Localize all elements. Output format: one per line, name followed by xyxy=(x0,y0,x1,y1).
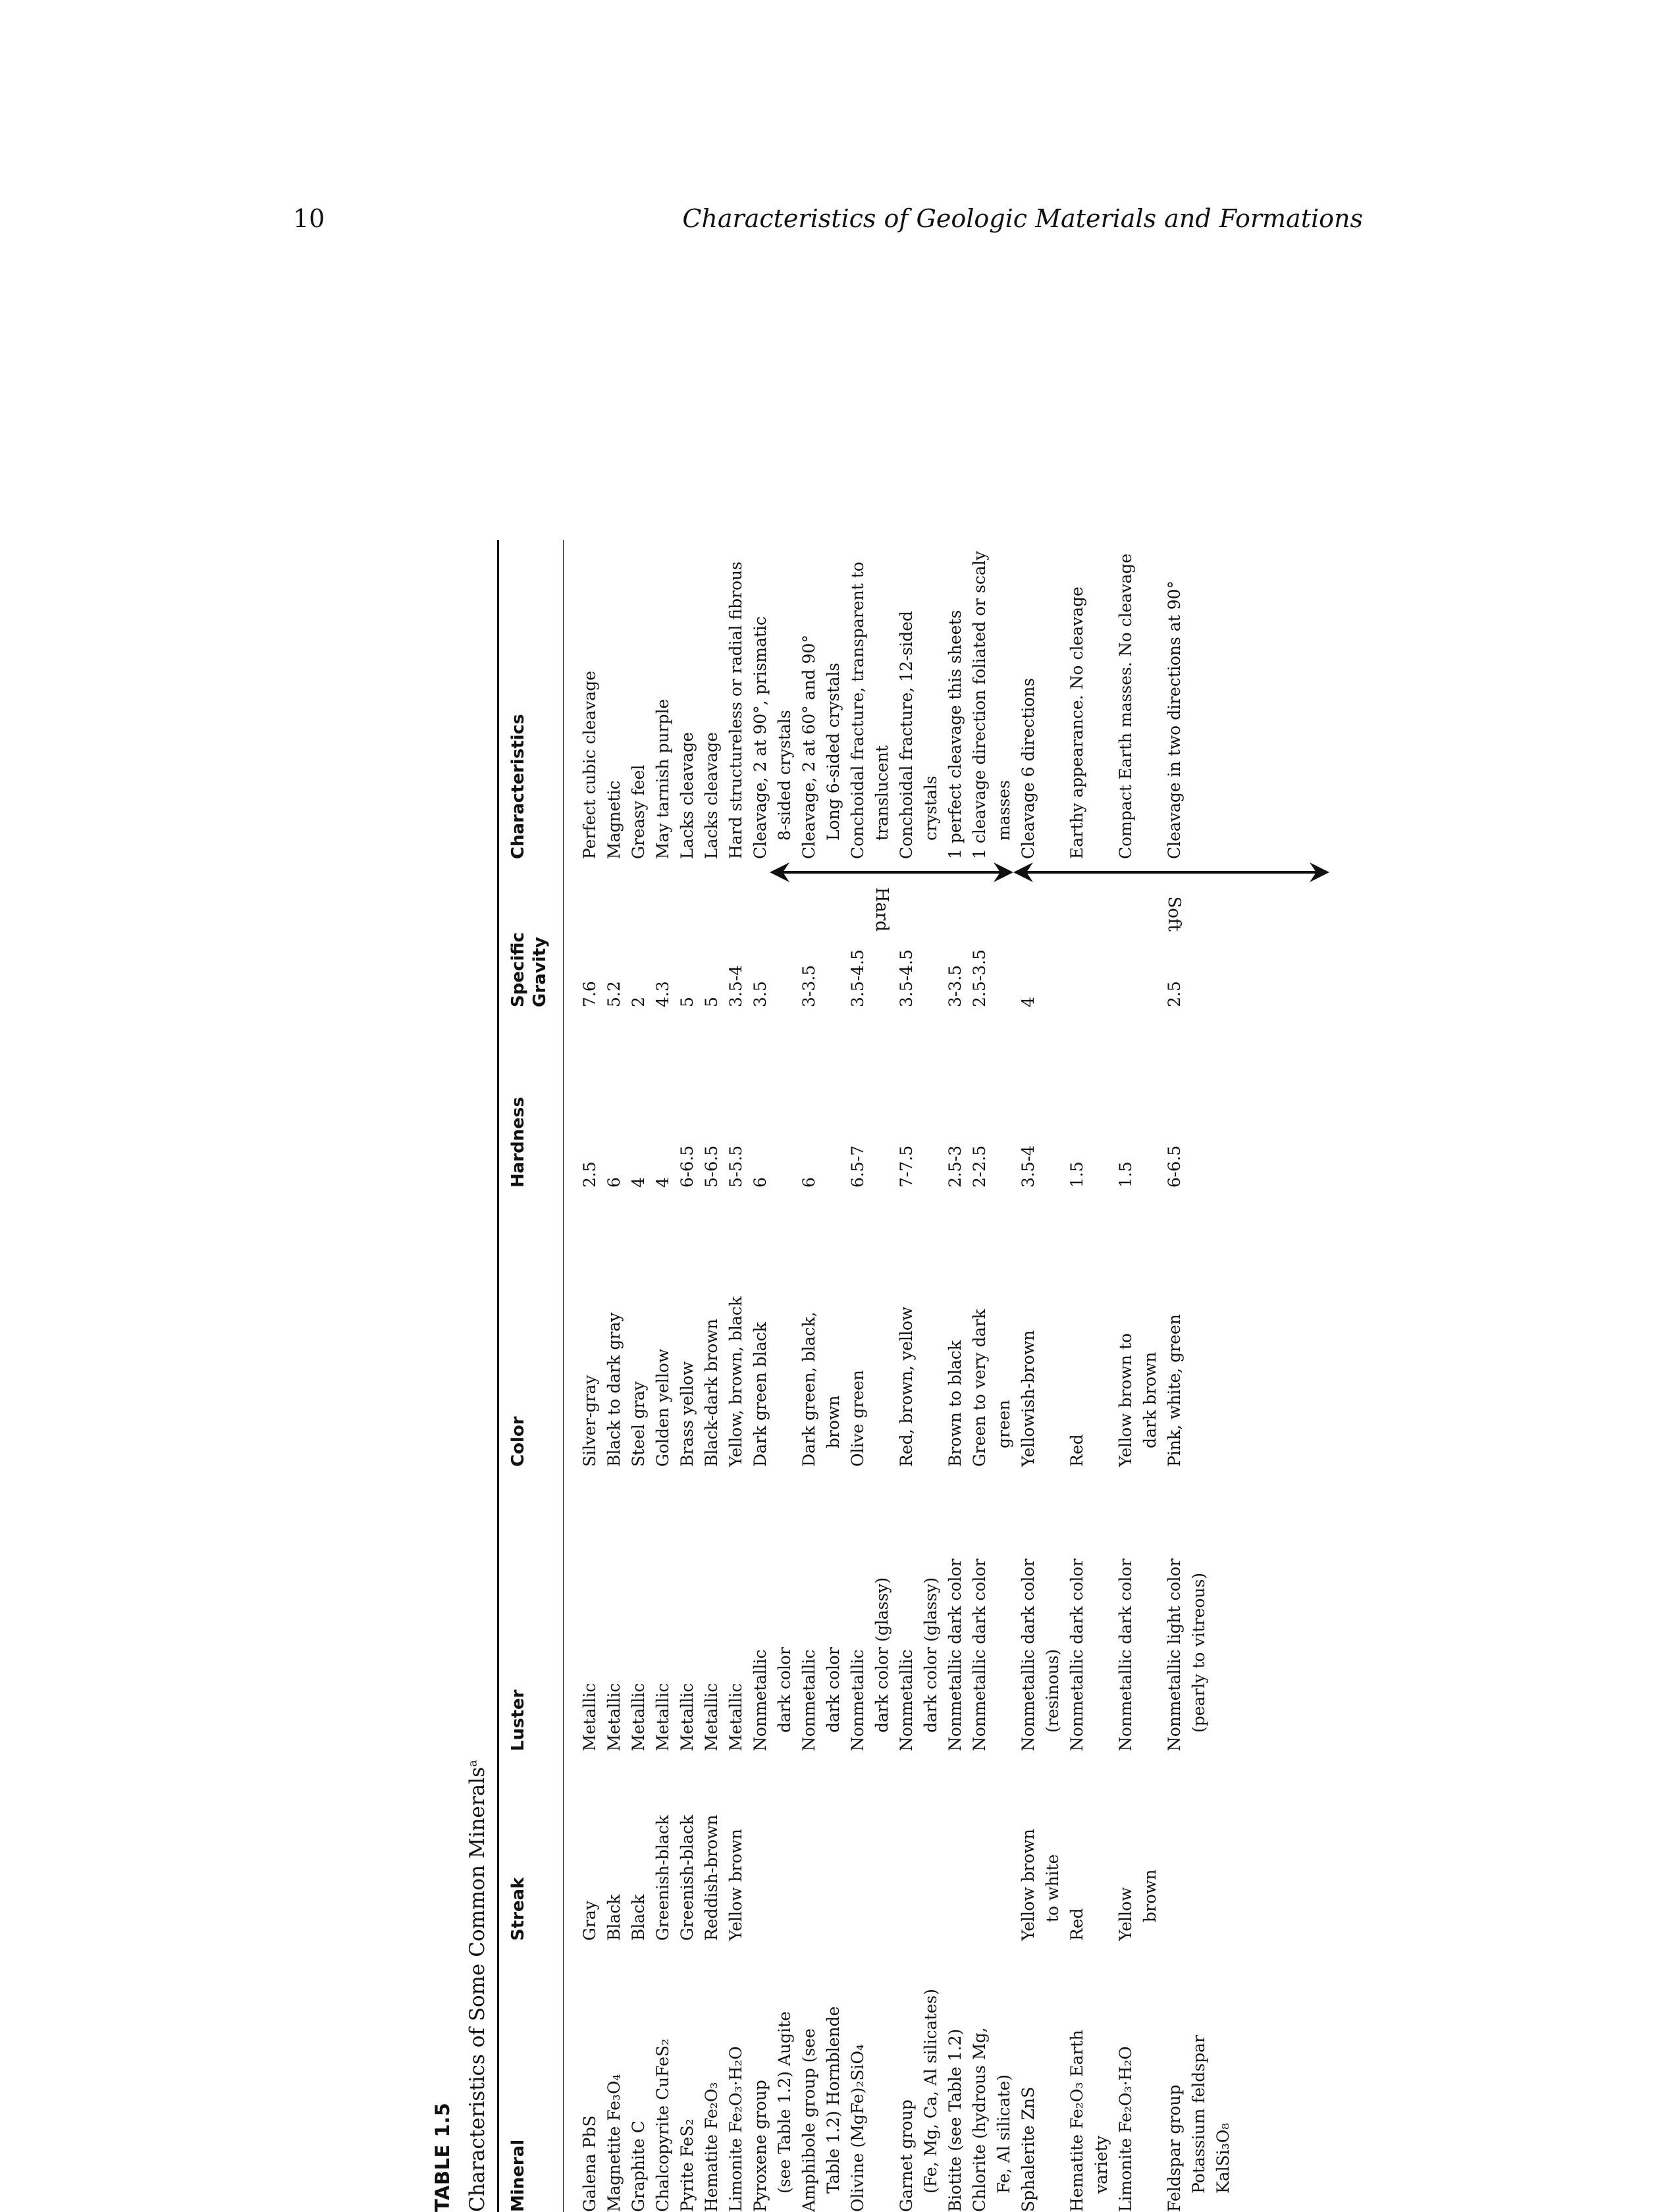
cell-hardness xyxy=(1113,1007,1162,1188)
cell-color xyxy=(967,1188,1016,1467)
cell-color xyxy=(1065,1188,1113,1467)
cell-color-continuation: brown xyxy=(824,1395,843,1448)
cell-luster xyxy=(967,1467,1016,1751)
cell-streak xyxy=(967,1751,1016,1941)
cell-mineral-text: Hematite Fe₂O₃ xyxy=(702,2082,721,2212)
cell-hardness-text: 5-6.5 xyxy=(702,1145,721,1188)
cell-color xyxy=(602,1188,626,1467)
cell-specific-gravity-text: 7.6 xyxy=(580,981,599,1007)
cell-mineral-continuation: Fe, Al silicate) xyxy=(994,2074,1013,2194)
cell-mineral xyxy=(675,1941,699,2212)
table-row xyxy=(1016,276,1065,2212)
header-hardness: Hardness xyxy=(508,1097,528,1188)
table-row xyxy=(1065,276,1113,2212)
cell-characteristics xyxy=(675,293,699,859)
cell-streak-text: Black xyxy=(629,1894,648,1941)
cell-characteristics xyxy=(1016,293,1065,859)
cell-hardness xyxy=(748,1007,797,1188)
cell-streak xyxy=(626,1751,651,1941)
cell-hardness xyxy=(1065,1007,1113,1188)
cell-streak xyxy=(724,1751,748,1941)
cell-color-text: Pink, white, green xyxy=(1165,1314,1184,1467)
cell-mineral-continuation: variety xyxy=(1092,2136,1111,2194)
cell-hardness xyxy=(1162,1007,1211,1188)
cell-characteristics xyxy=(602,293,626,859)
table-row xyxy=(943,276,967,2212)
cell-specific-gravity-text: 2 xyxy=(629,997,648,1007)
table-label: TABLE 1.5 xyxy=(431,2102,454,2212)
cell-mineral-text: Magnetite Fe₃O₄ xyxy=(604,2074,624,2212)
cell-streak xyxy=(577,1751,602,1941)
cell-characteristics-text: Greasy feel xyxy=(629,764,648,859)
cell-characteristics xyxy=(699,293,724,859)
table-body xyxy=(577,276,1235,2212)
cell-color-text: Yellowish-brown xyxy=(1019,1330,1038,1467)
cell-characteristics-text: Cleavage, 2 at 90°, prismatic xyxy=(751,616,770,859)
cell-characteristics xyxy=(724,293,748,859)
cell-characteristics-text: Conchoidal fracture, 12-sided xyxy=(897,610,916,859)
cell-specific-gravity-text: 5 xyxy=(702,997,721,1007)
cell-luster xyxy=(1162,1467,1211,1751)
cell-color xyxy=(675,1188,699,1467)
cell-luster-text: Nonmetallic dark color xyxy=(1067,1558,1086,1751)
cell-mineral-text: Galena PbS xyxy=(580,2115,599,2212)
cell-color-text: Black to dark gray xyxy=(604,1312,624,1467)
cell-characteristics-text: Cleavage 6 directions xyxy=(1019,677,1038,859)
cell-luster xyxy=(602,1467,626,1751)
cell-luster xyxy=(1065,1467,1113,1751)
cell-characteristics xyxy=(894,293,943,859)
cell-color-text: Dark green black xyxy=(751,1322,770,1467)
cell-mineral xyxy=(651,1941,675,2212)
cell-luster xyxy=(1113,1467,1162,1751)
cell-mineral-continuation: (see Table 1.2) Augite xyxy=(775,2011,794,2194)
cell-streak xyxy=(651,1751,675,1941)
cell-hardness xyxy=(967,1007,1016,1188)
cell-color xyxy=(797,1188,845,1467)
cell-characteristics-text: Compact Earth masses. No cleavage xyxy=(1116,553,1135,859)
cell-hardness xyxy=(724,1007,748,1188)
cell-characteristics xyxy=(1065,293,1113,859)
cell-luster xyxy=(845,1467,894,1751)
cell-characteristics-text: Lacks cleavage xyxy=(702,732,721,859)
cell-hardness xyxy=(602,1007,626,1188)
cell-mineral-continuation: (Fe, Mg, Ca, Al silicates) xyxy=(921,1989,940,2194)
cell-streak xyxy=(845,1751,894,1941)
cell-color-text: Dark green, black, xyxy=(799,1311,818,1467)
cell-hardness-text: 6 xyxy=(799,1177,818,1188)
cell-luster xyxy=(724,1467,748,1751)
table-caption xyxy=(466,1760,489,2212)
cell-mineral-text: Sphalerite ZnS xyxy=(1019,2086,1038,2212)
cell-mineral-continuation: Table 1.2) Hornblende xyxy=(824,2006,843,2194)
cell-color-text: Yellow, brown, black xyxy=(726,1296,745,1467)
cell-hardness-text: 6 xyxy=(751,1177,770,1188)
cell-mineral-text: Chlorite (hydrous Mg, xyxy=(970,2027,989,2212)
cell-color-text: Silver-gray xyxy=(580,1375,599,1467)
cell-luster-text: Nonmetallic dark color xyxy=(946,1558,965,1751)
table-header-rule xyxy=(563,540,564,2212)
cell-luster-text: Metallic xyxy=(629,1683,648,1751)
cell-mineral xyxy=(748,1941,797,2212)
cell-characteristics xyxy=(967,293,1016,859)
cell-color xyxy=(1113,1188,1162,1467)
cell-hardness xyxy=(675,1007,699,1188)
header-luster: Luster xyxy=(508,1689,528,1751)
cell-mineral xyxy=(577,1941,602,2212)
cell-mineral xyxy=(1113,1941,1162,2212)
cell-hardness-text: 2-2.5 xyxy=(970,1145,989,1188)
cell-specific-gravity-text: 2.5-3.5 xyxy=(970,949,989,1007)
cell-characteristics xyxy=(1211,293,1235,859)
cell-hardness-text: 7-7.5 xyxy=(897,1145,916,1188)
table-row xyxy=(894,276,943,2212)
cell-mineral xyxy=(1211,1941,1235,2212)
running-head xyxy=(293,204,1363,250)
header-sg-line2: Gravity xyxy=(530,937,550,1007)
cell-mineral xyxy=(943,1941,967,2212)
cell-streak-text: Greenish-black xyxy=(653,1814,672,1941)
cell-mineral-text: Garnet group xyxy=(897,2099,916,2212)
cell-hardness-text: 4 xyxy=(653,1177,672,1188)
cell-characteristics xyxy=(1113,293,1162,859)
header-specific-gravity xyxy=(508,892,551,1007)
cell-characteristics xyxy=(1162,293,1211,859)
cell-characteristics-text: Hard structureless or radial fibrous xyxy=(726,561,745,859)
cell-characteristics xyxy=(748,293,797,859)
cell-streak xyxy=(1113,1751,1162,1941)
cell-color-continuation: green xyxy=(994,1400,1013,1448)
cell-luster-text: Nonmetallic xyxy=(751,1649,770,1751)
cell-hardness-text: 4 xyxy=(629,1177,648,1188)
cell-specific-gravity-text: 3.5 xyxy=(751,981,770,1007)
cell-characteristics-text: Cleavage, 2 at 60° and 90° xyxy=(799,635,818,859)
cell-color-text: Olive green xyxy=(848,1370,867,1467)
cell-mineral xyxy=(1016,1941,1065,2212)
table-row xyxy=(651,276,675,2212)
cell-luster-continuation: dark color xyxy=(824,1646,843,1733)
cell-luster xyxy=(797,1467,845,1751)
table-row xyxy=(577,276,602,2212)
cell-color xyxy=(748,1188,797,1467)
cell-luster xyxy=(675,1467,699,1751)
cell-characteristics-text: May tarnish purple xyxy=(653,698,672,859)
cell-color xyxy=(651,1188,675,1467)
cell-color xyxy=(1016,1188,1065,1467)
running-title: Characteristics of Geologic Materials and Formations xyxy=(682,204,1363,233)
cell-specific-gravity xyxy=(626,859,651,1007)
header-characteristics: Characteristics xyxy=(508,714,528,859)
cell-hardness xyxy=(699,1007,724,1188)
cell-color-text: Red xyxy=(1067,1434,1086,1467)
cell-characteristics xyxy=(651,293,675,859)
cell-luster-text: Nonmetallic dark color xyxy=(1116,1558,1135,1751)
cell-streak xyxy=(1065,1751,1113,1941)
cell-luster-continuation: (pearly to vitreous) xyxy=(1189,1572,1208,1733)
cell-streak xyxy=(675,1751,699,1941)
cell-hardness-text: 1.5 xyxy=(1067,1161,1086,1188)
cell-streak-text: Yellow brown xyxy=(726,1828,745,1941)
cell-hardness xyxy=(1211,1007,1235,1188)
cell-mineral-text: Olivine (MgFe)₂SiO₄ xyxy=(848,2044,867,2212)
cell-mineral xyxy=(845,1941,894,2212)
cell-streak xyxy=(748,1751,797,1941)
cell-hardness-text: 6.5-7 xyxy=(848,1145,867,1188)
cell-color-text: Brown to black xyxy=(946,1340,965,1467)
cell-color-text: Yellow brown to xyxy=(1116,1332,1135,1467)
cell-characteristics-text: Magnetic xyxy=(604,780,624,859)
cell-mineral xyxy=(602,1941,626,2212)
cell-characteristics-text: Cleavage in two directions at 90° xyxy=(1165,580,1184,859)
soft-arrow xyxy=(1013,849,1329,895)
header-mineral: Mineral xyxy=(508,2139,528,2212)
header-color: Color xyxy=(508,1416,528,1467)
cell-hardness-text: 6 xyxy=(604,1177,624,1188)
cell-hardness xyxy=(651,1007,675,1188)
table-caption-text: Characteristics of Some Common Minerals xyxy=(466,1766,489,2212)
cell-characteristics-continuation: translucent xyxy=(872,745,892,841)
table-row xyxy=(1162,276,1211,2212)
cell-hardness-text: 6-6.5 xyxy=(1165,1145,1184,1188)
cell-mineral xyxy=(967,1941,1016,2212)
mineral-table xyxy=(431,276,1340,2212)
cell-mineral-text: Limonite Fe₂O₃·H₂O xyxy=(726,2046,745,2212)
cell-hardness-text: 2.5 xyxy=(580,1161,599,1188)
cell-streak xyxy=(943,1751,967,1941)
cell-specific-gravity-text: 3-3.5 xyxy=(946,964,965,1007)
cell-hardness xyxy=(577,1007,602,1188)
table-row xyxy=(967,276,1016,2212)
cell-characteristics-text: 1 cleavage direction foliated or scaly xyxy=(970,550,989,859)
cell-luster xyxy=(577,1467,602,1751)
cell-color xyxy=(894,1188,943,1467)
cell-luster-continuation: dark color (glassy) xyxy=(872,1577,892,1733)
cell-luster xyxy=(1016,1467,1065,1751)
cell-streak-continuation: brown xyxy=(1140,1869,1159,1922)
hard-arrow xyxy=(770,849,1013,895)
header-sg-line1: Specific xyxy=(508,932,528,1007)
cell-mineral-text: Feldspar group xyxy=(1165,2084,1184,2212)
cell-luster xyxy=(748,1467,797,1751)
table-row xyxy=(626,276,651,2212)
cell-color xyxy=(699,1188,724,1467)
cell-color-text: Golden yellow xyxy=(653,1348,672,1467)
soft-label: Soft xyxy=(1164,896,1184,932)
cell-mineral-text: Hematite Fe₂O₃ Earth xyxy=(1067,2030,1086,2212)
cell-luster-text: Metallic xyxy=(678,1683,697,1751)
cell-characteristics-continuation: masses xyxy=(994,780,1013,841)
cell-hardness xyxy=(943,1007,967,1188)
table-row xyxy=(845,276,894,2212)
cell-characteristics xyxy=(845,293,894,859)
table-row xyxy=(724,276,748,2212)
cell-mineral xyxy=(1065,1941,1113,2212)
cell-color-continuation: dark brown xyxy=(1140,1352,1159,1448)
cell-hardness-text: 3.5-4 xyxy=(1019,1145,1038,1188)
cell-characteristics-text: Conchoidal fracture, transparent to xyxy=(848,562,867,859)
table-row xyxy=(675,276,699,2212)
cell-characteristics-text: Earthy appearance. No cleavage xyxy=(1067,587,1086,859)
cell-mineral-text: Pyrite FeS₂ xyxy=(678,2119,697,2212)
cell-color xyxy=(626,1188,651,1467)
cell-color xyxy=(577,1188,602,1467)
cell-hardness-text: 2.5-3 xyxy=(946,1145,965,1188)
cell-luster-text: Nonmetallic xyxy=(848,1649,867,1751)
cell-hardness-text: 1.5 xyxy=(1116,1161,1135,1188)
cell-luster-text: Metallic xyxy=(580,1683,599,1751)
cell-color xyxy=(1162,1188,1211,1467)
cell-streak xyxy=(797,1751,845,1941)
cell-mineral-text: Chalcopyrite CuFeS₂ xyxy=(653,2038,672,2212)
cell-characteristics-continuation: crystals xyxy=(921,776,940,841)
table-row xyxy=(699,276,724,2212)
cell-mineral-text: Limonite Fe₂O₃·H₂O xyxy=(1116,2046,1135,2212)
table-row xyxy=(1211,276,1235,2212)
cell-streak xyxy=(699,1751,724,1941)
cell-mineral-continuation: Potassium feldspar xyxy=(1189,2035,1208,2194)
cell-luster xyxy=(1211,1467,1235,1751)
cell-luster-continuation: (resinous) xyxy=(1043,1648,1062,1733)
cell-streak-text: Gray xyxy=(580,1901,599,1941)
cell-mineral-text: Amphibole group (see xyxy=(799,2028,818,2212)
cell-specific-gravity-text: 5 xyxy=(678,997,697,1007)
cell-color-text: Brass yellow xyxy=(678,1361,697,1467)
cell-hardness-text: 6-6.5 xyxy=(678,1145,697,1188)
table-row xyxy=(1113,276,1162,2212)
cell-streak xyxy=(602,1751,626,1941)
table-row xyxy=(797,276,845,2212)
cell-streak-text: Greenish-black xyxy=(678,1814,697,1941)
cell-specific-gravity-text: 3-3.5 xyxy=(799,964,818,1007)
cell-luster-text: Metallic xyxy=(653,1683,672,1751)
cell-mineral xyxy=(894,1941,943,2212)
cell-specific-gravity xyxy=(602,859,626,1007)
cell-luster-text: Nonmetallic xyxy=(799,1649,818,1751)
cell-streak-text: Yellow xyxy=(1116,1887,1135,1941)
cell-color xyxy=(1211,1188,1235,1467)
cell-color xyxy=(845,1188,894,1467)
cell-luster-text: Metallic xyxy=(726,1683,745,1751)
cell-mineral-text: Biotite (see Table 1.2) xyxy=(946,2028,965,2212)
cell-mineral xyxy=(1162,1941,1211,2212)
cell-mineral-text: Graphite C xyxy=(629,2120,648,2212)
cell-specific-gravity-text: 3.5-4.5 xyxy=(848,949,867,1007)
cell-hardness xyxy=(894,1007,943,1188)
cell-luster-text: Nonmetallic dark color xyxy=(1019,1558,1038,1751)
cell-hardness xyxy=(1016,1007,1065,1188)
cell-streak-text: Red xyxy=(1067,1908,1086,1941)
cell-mineral xyxy=(626,1941,651,2212)
cell-color-text: Steel gray xyxy=(629,1381,648,1467)
cell-streak xyxy=(894,1751,943,1941)
cell-mineral-continuation: KalSi₃O₈ xyxy=(1213,2122,1233,2194)
cell-specific-gravity-text: 4.3 xyxy=(653,981,672,1007)
table-caption-note: a xyxy=(466,1760,480,1767)
cell-specific-gravity xyxy=(577,859,602,1007)
cell-streak-text: Yellow brown xyxy=(1019,1828,1038,1941)
table-top-rule xyxy=(497,540,499,2212)
cell-characteristics-continuation: 8-sided crystals xyxy=(775,710,794,841)
cell-luster-continuation: dark color xyxy=(775,1646,794,1733)
cell-luster-continuation: dark color (glassy) xyxy=(921,1577,940,1733)
cell-specific-gravity-text: 3.5-4.5 xyxy=(897,949,916,1007)
cell-hardness-text: 5-5.5 xyxy=(726,1145,745,1188)
cell-streak xyxy=(1162,1751,1211,1941)
cell-color-text: Red, brown, yellow xyxy=(897,1306,916,1467)
cell-characteristics xyxy=(626,293,651,859)
cell-luster xyxy=(626,1467,651,1751)
cell-mineral-text: Pyroxene group xyxy=(751,2080,770,2212)
cell-hardness xyxy=(797,1007,845,1188)
cell-luster-text: Nonmetallic xyxy=(897,1649,916,1751)
cell-color-text: Green to very dark xyxy=(970,1309,989,1467)
table-row xyxy=(602,276,626,2212)
cell-characteristics xyxy=(797,293,845,859)
cell-color-text: Black-dark brown xyxy=(702,1319,721,1467)
cell-characteristics-text: 1 perfect cleavage this sheets xyxy=(946,610,965,859)
cell-streak-continuation: to white xyxy=(1043,1854,1062,1922)
cell-luster xyxy=(651,1467,675,1751)
cell-specific-gravity xyxy=(651,859,675,1007)
cell-streak xyxy=(1211,1751,1235,1941)
cell-color xyxy=(943,1188,967,1467)
cell-streak-text: Reddish-brown xyxy=(702,1814,721,1941)
cell-luster xyxy=(894,1467,943,1751)
cell-luster xyxy=(699,1467,724,1751)
cell-characteristics-continuation: Long 6-sided crystals xyxy=(824,662,843,841)
cell-luster-text: Nonmetallic dark color xyxy=(970,1558,989,1751)
cell-specific-gravity-text: 3.5-4 xyxy=(726,964,745,1007)
cell-characteristics-text: Lacks cleavage xyxy=(678,732,697,859)
cell-specific-gravity xyxy=(699,859,724,1007)
cell-mineral xyxy=(699,1941,724,2212)
cell-characteristics xyxy=(943,293,967,859)
cell-hardness xyxy=(845,1007,894,1188)
cell-specific-gravity xyxy=(724,859,748,1007)
cell-specific-gravity-text: 2.5 xyxy=(1165,981,1184,1007)
cell-streak xyxy=(1016,1751,1065,1941)
cell-specific-gravity-text: 4 xyxy=(1019,997,1038,1007)
page-number: 10 xyxy=(293,204,325,233)
cell-luster-text: Metallic xyxy=(702,1683,721,1751)
cell-hardness xyxy=(626,1007,651,1188)
cell-characteristics xyxy=(577,293,602,859)
cell-mineral xyxy=(797,1941,845,2212)
table-row xyxy=(748,276,797,2212)
hard-label: Hard xyxy=(872,887,892,932)
header-streak: Streak xyxy=(508,1877,528,1941)
cell-luster-text: Metallic xyxy=(604,1683,624,1751)
cell-color xyxy=(724,1188,748,1467)
cell-specific-gravity-text: 5.2 xyxy=(604,981,624,1007)
cell-luster-text: Nonmetallic light color xyxy=(1165,1558,1184,1751)
cell-characteristics-text: Perfect cubic cleavage xyxy=(580,670,599,859)
cell-specific-gravity xyxy=(675,859,699,1007)
cell-streak-text: Black xyxy=(604,1894,624,1941)
cell-mineral xyxy=(724,1941,748,2212)
cell-luster xyxy=(943,1467,967,1751)
